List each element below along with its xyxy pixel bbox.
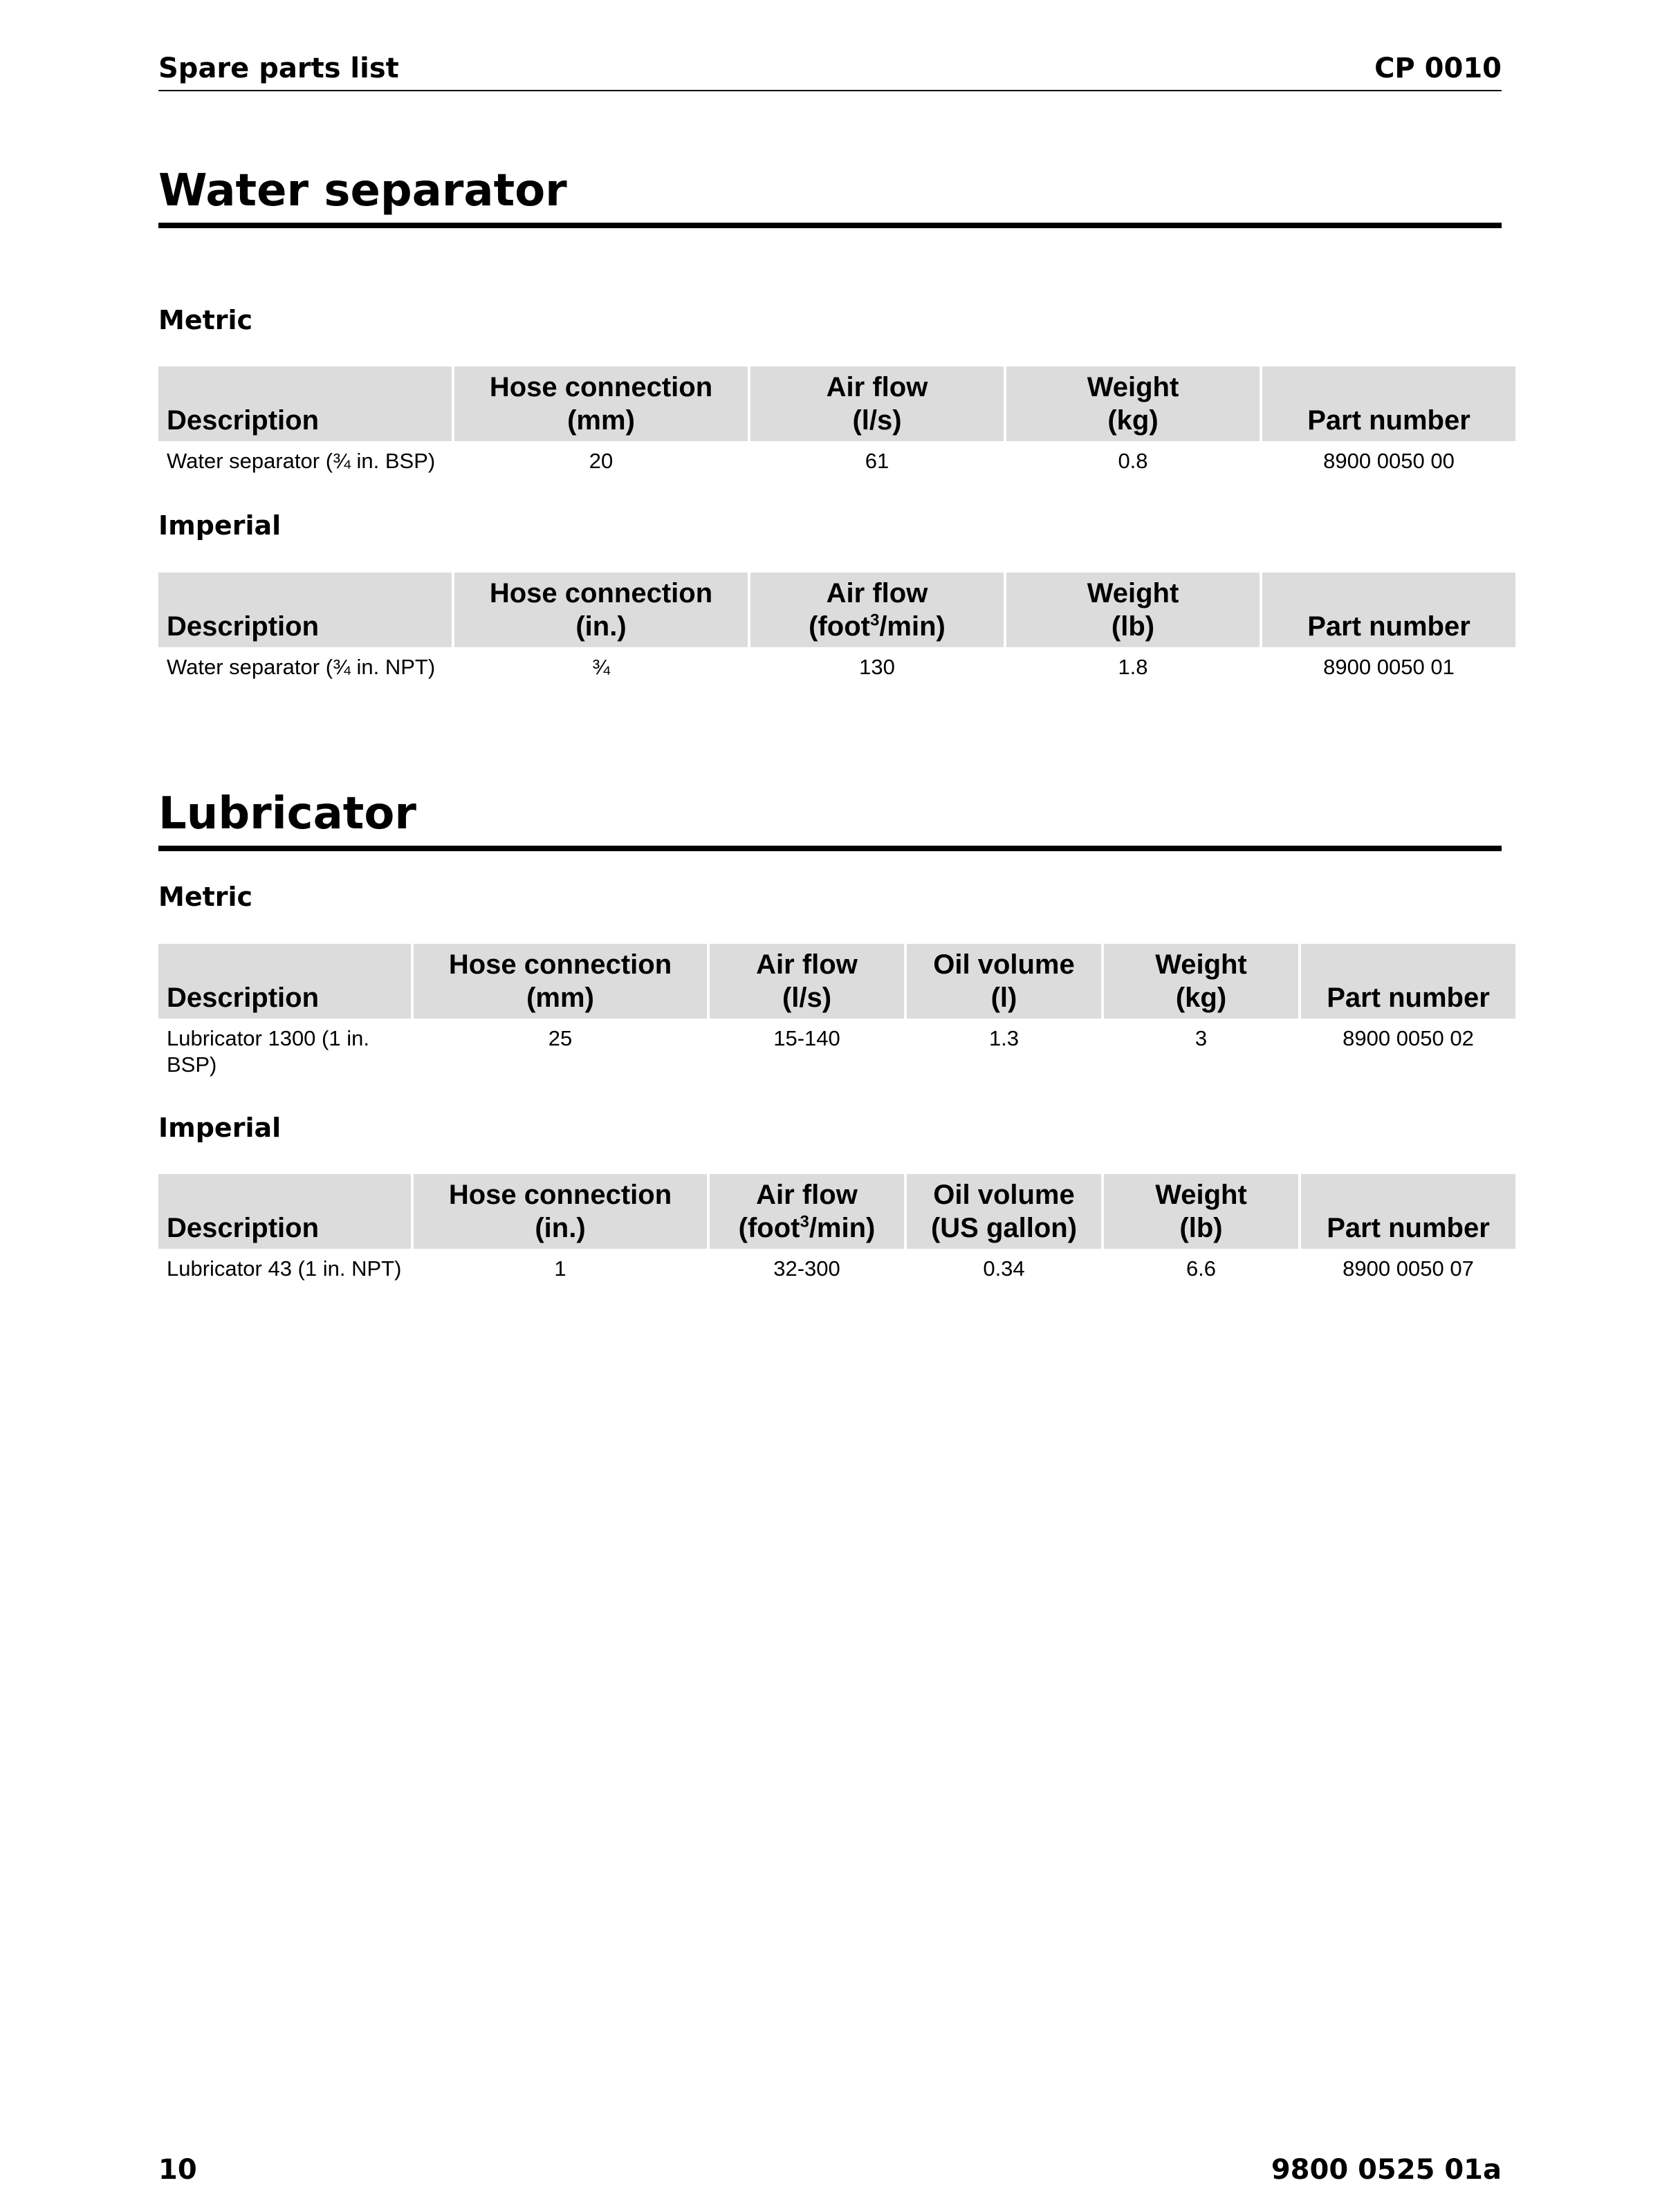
cell-air: 32-300 xyxy=(773,1256,840,1281)
cell-weight: 6.6 xyxy=(1186,1256,1217,1281)
cell-part: 8900 0050 01 xyxy=(1323,655,1455,679)
cell-part: 8900 0050 07 xyxy=(1343,1256,1474,1281)
cell-hose: ¾ xyxy=(592,655,610,679)
cell-description: Lubricator 43 (1 in. NPT) xyxy=(167,1256,402,1281)
table-row xyxy=(158,441,1515,474)
col-weight: Weight (lb) xyxy=(1006,573,1260,647)
table-row xyxy=(158,1249,1515,1282)
col-description: Description xyxy=(158,573,452,647)
cell-air: 130 xyxy=(859,655,895,679)
col-oil-volume: Oil volume (l) xyxy=(907,944,1101,1019)
table-header-row xyxy=(158,366,1515,441)
table-header-row xyxy=(158,1174,1515,1249)
cell-air: 61 xyxy=(865,449,889,473)
cell-part: 8900 0050 00 xyxy=(1323,449,1455,473)
table-row xyxy=(158,1019,1515,1078)
col-part-number: Part number xyxy=(1262,573,1515,647)
table-header-row xyxy=(158,573,1515,647)
col-part-number: Part number xyxy=(1301,944,1515,1019)
cell-hose: 20 xyxy=(589,449,614,473)
col-weight: Weight (lb) xyxy=(1104,1174,1298,1249)
col-hose-connection: Hose connection (in.) xyxy=(414,1174,707,1249)
cell-description: Lubricator 1300 (1 in. BSP) xyxy=(167,1026,369,1077)
col-part-number: Part number xyxy=(1262,366,1515,441)
water-separator-imperial-label: Imperial xyxy=(158,510,282,541)
col-part-number: Part number xyxy=(1301,1174,1515,1249)
col-weight: Weight (kg) xyxy=(1006,366,1260,441)
page-header xyxy=(158,51,1502,91)
col-air-flow: Air flow (l/s) xyxy=(750,366,1004,441)
header-model: CP 0010 xyxy=(1374,53,1502,84)
water-separator-metric-label: Metric xyxy=(158,305,253,335)
cell-weight: 3 xyxy=(1195,1026,1208,1050)
col-air-flow: Air flow (foot$^3$/min) xyxy=(710,1174,904,1249)
cell-weight: 1.8 xyxy=(1118,655,1148,679)
cell-description: Water separator (¾ in. BSP) xyxy=(167,449,436,473)
col-hose-connection: Hose connection (in.) xyxy=(454,573,748,647)
cell-oil: 1.3 xyxy=(988,1026,1020,1050)
table-row xyxy=(158,647,1515,680)
header-title: Spare parts list xyxy=(158,53,399,84)
cell-air: 15-140 xyxy=(773,1026,840,1050)
col-oil-volume: Oil volume (US gallon) xyxy=(907,1174,1101,1249)
cell-oil: 0.34 xyxy=(983,1256,1025,1281)
col-description: Description xyxy=(158,366,452,441)
lubricator-metric-table xyxy=(156,944,1518,1078)
table-header-row xyxy=(158,944,1515,1019)
section-title-water-separator: Water separator xyxy=(158,169,1502,228)
cell-part: 8900 0050 02 xyxy=(1343,1026,1474,1050)
cell-hose: 25 xyxy=(548,1026,573,1050)
lubricator-metric-label: Metric xyxy=(158,882,253,912)
page-number: 10 xyxy=(158,2154,197,2186)
col-hose-connection: Hose connection (mm) xyxy=(414,944,707,1019)
document-number: 9800 0525 01a xyxy=(1271,2154,1502,2186)
lubricator-imperial-label: Imperial xyxy=(158,1113,282,1143)
section-title-lubricator: Lubricator xyxy=(158,792,1502,851)
water-separator-imperial-table xyxy=(156,573,1518,680)
cell-weight: 0.8 xyxy=(1118,449,1148,473)
water-separator-metric-table xyxy=(156,366,1518,474)
col-description: Description xyxy=(158,1174,411,1249)
col-weight: Weight (kg) xyxy=(1104,944,1298,1019)
col-air-flow: Air flow (foot$^3$/min) xyxy=(750,573,1004,647)
col-air-flow: Air flow (l/s) xyxy=(710,944,904,1019)
col-description: Description xyxy=(158,944,411,1019)
cell-hose: 1 xyxy=(554,1256,566,1281)
col-hose-connection: Hose connection (mm) xyxy=(454,366,748,441)
lubricator-imperial-table xyxy=(156,1174,1518,1282)
cell-description: Water separator (¾ in. NPT) xyxy=(167,655,436,679)
